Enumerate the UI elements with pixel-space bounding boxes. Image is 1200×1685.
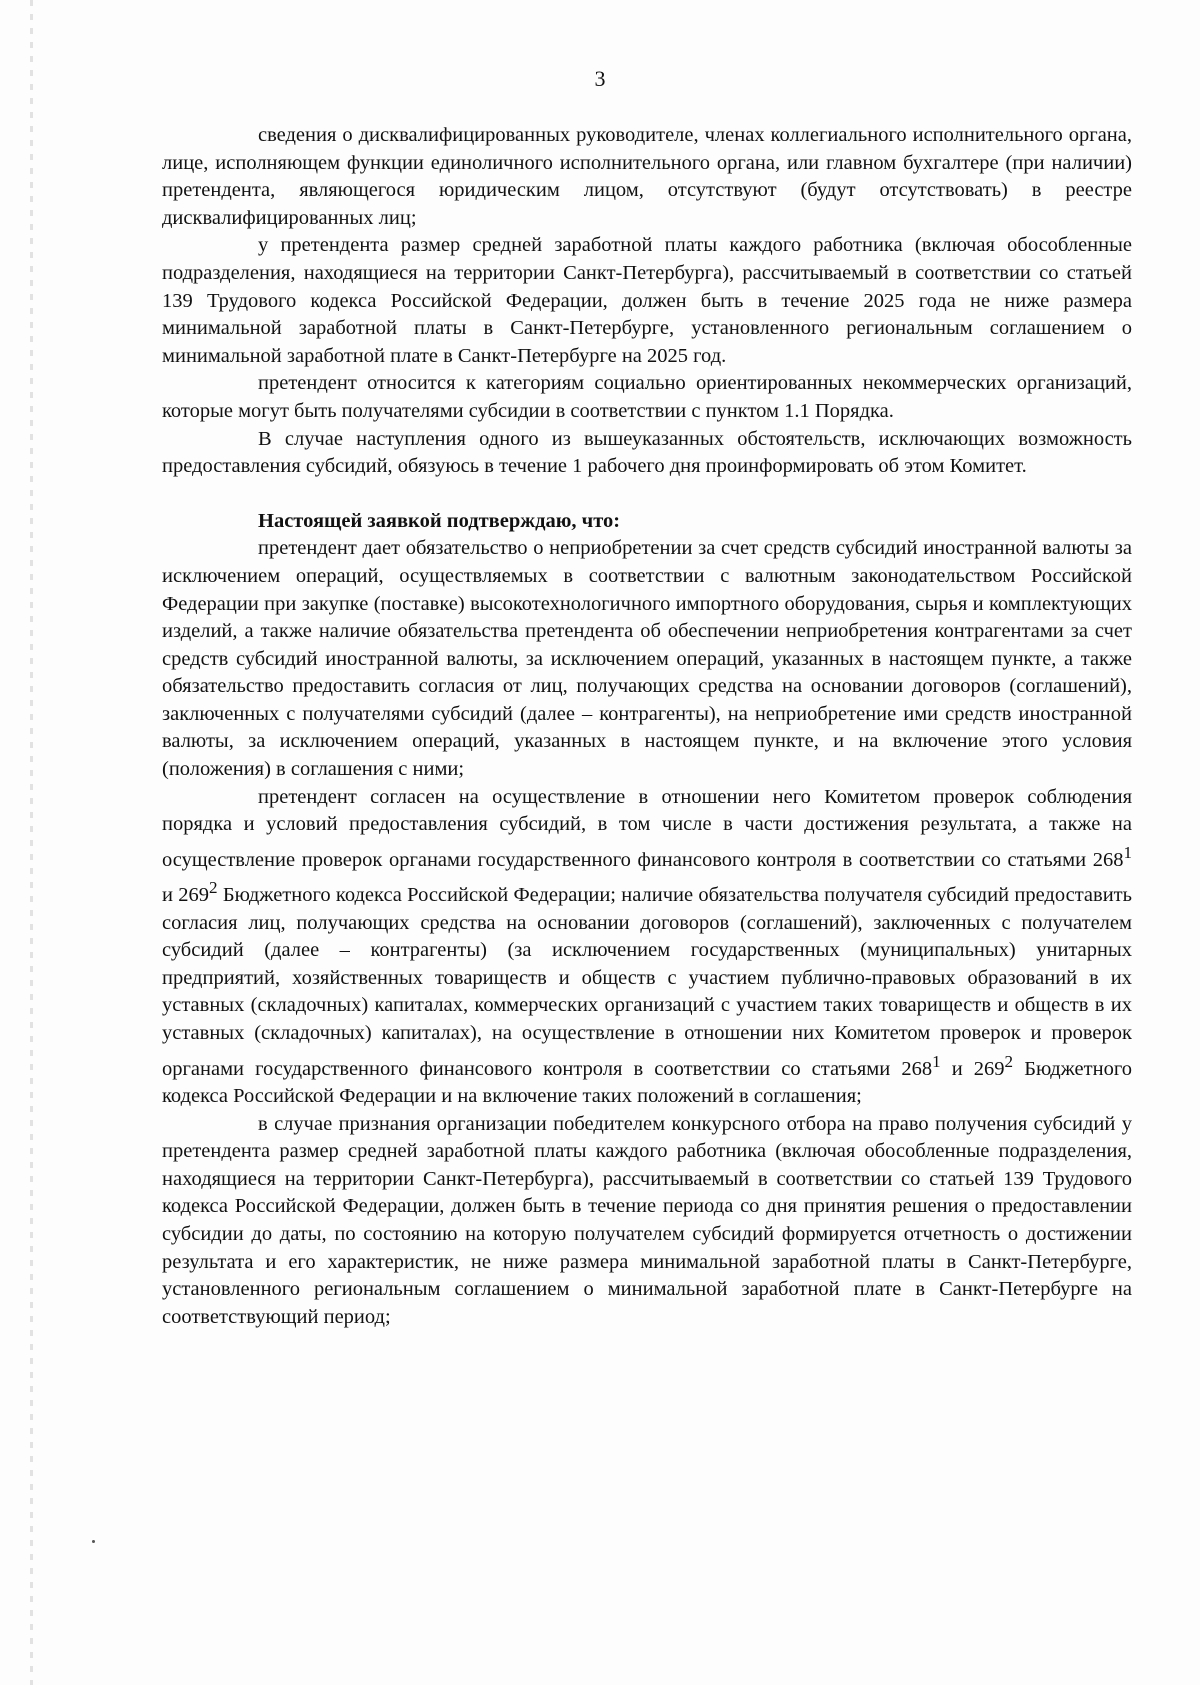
paragraph-foreign-currency-obligation: претендент дает обязательство о неприобретении за счет средств субсидий иностранной валюты за исключением операций, осуществляемых в соответствии с валютным законодательством Российской Федерации при закупке (поставке) высокотехнологичного импортного оборудования, сырья и комплектующих изделий, а также наличие обязательства претендента об обеспечении неприобретения контрагентами за счет средств субсидий иностранной валюты, за исключением операций, указанных в настоящем пункте, а также обязательство предоставить согласия от лиц, получающих средства на основании договоров (соглашений), заключенных с получателями субсидий (далее – контрагенты), на неприобретение ими средств иностранной валюты, за исключением операций, указанных в настоящем пункте, и на включение этого условия (положения) в соглашения с ними; [162,537,1132,781]
paragraph-average-salary-period: в случае признания организации победителем конкурсного отбора на право получения субсидий у претендента размер средней заработной платы каждого работника (включая обособленные подразделения, находящиеся на территории Санкт-Петербурга), рассчитываемый в соответствии со статьей 139 Трудового кодекса Российской Федерации, должен быть в течение периода со дня принятия решения о предоставлении субсидии до даты, по состоянию на которую получателем субсидий формируется отчетность о достижении результата и его характеристик, не ниже размера минимальной заработной платы в Санкт-Петербурге, установленного региональным соглашением о минимальной заработной плате в Санкт-Петербурге на соответствующий период; [162,1112,1132,1328]
paragraph-inspections-consent [162,784,1132,1111]
inspections-text-c: Бюджетного кодекса Российской Федерации; наличие обязательства получателя субсидий предоставить согласия лиц, получающих средства на основании договоров (соглашений), заключенных с получателем субсидий (далее – контрагенты) (за исключением государственных (муниципальных) унитарных предприятий, хозяйственных товариществ и обществ с участием публично-правовых образований в их уставных (складочных) капиталах, коммерческих организаций с участием таких товариществ и обществ в их уставных (складочных) капиталах), на осуществление в отношении них Комитетом проверок и проверок органами государственного финансового контроля в соответствии со статьями 268 [162,884,1132,1080]
paragraph-sonko-category: претендент относится к категориям социально ориентированных некоммерческих организаций, которые могут быть получателями субсидии в соответствии с пунктом 1.1 Порядка. [162,372,1132,422]
inspections-text-b: и 269 [162,884,209,907]
paragraph-disqualified-persons: сведения о дисквалифицированных руководителе, членах коллегиального исполнительного органа, лице, исполняющем функции единоличного исполнительного органа, или главном бухгалтере (при наличии) претендента, являющегося юридическим лицом, отсутствуют (будут отсутствовать) в реестре дисквалифицированных лиц; [162,124,1132,229]
inspections-text-e: Бюджетного кодекса Российской Федерации и на включение таких положений в соглашения; [162,1057,1132,1108]
superscript: 2 [209,878,218,898]
paragraph-average-salary-2025: у претендента размер средней заработной платы каждого работника (включая обособленные подразделения, находящиеся на территории Санкт-Петербурга), рассчитываемый в соответствии со статьей 139 Трудового кодекса Российской Федерации, должен быть в течение 2025 года не ниже размера минимальной заработной платы в Санкт-Петербурге, установленного региональным соглашением о минимальной заработной плате в Санкт-Петербурге на 2025 год. [162,234,1132,367]
paragraph-inform-committee: В случае наступления одного из вышеуказанных обстоятельств, исключающих возможность предоставления субсидий, обязуюсь в течение 1 рабочего дня проинформировать об этом Комитет. [162,427,1132,478]
superscript: 1 [1123,842,1132,862]
inspections-text-d: и 269 [940,1057,1005,1080]
scan-dot-artifact [92,1540,95,1543]
section-heading: Настоящей заявкой подтверждаю, что: [258,509,621,532]
superscript: 1 [932,1051,941,1071]
superscript: 2 [1004,1051,1014,1071]
scan-edge-artifact [30,0,33,1685]
inspections-text-a: претендент согласен на осуществление в отношении него Комитетом проверок соблюдения порядка и условий предоставления субсидий, в том числе в части достижения результата, а также на осуществление проверок органами государственного финансового контроля в соответствии со статьями 268 [162,785,1132,871]
document-body [162,122,1132,1331]
page-number: 3 [594,66,606,91]
